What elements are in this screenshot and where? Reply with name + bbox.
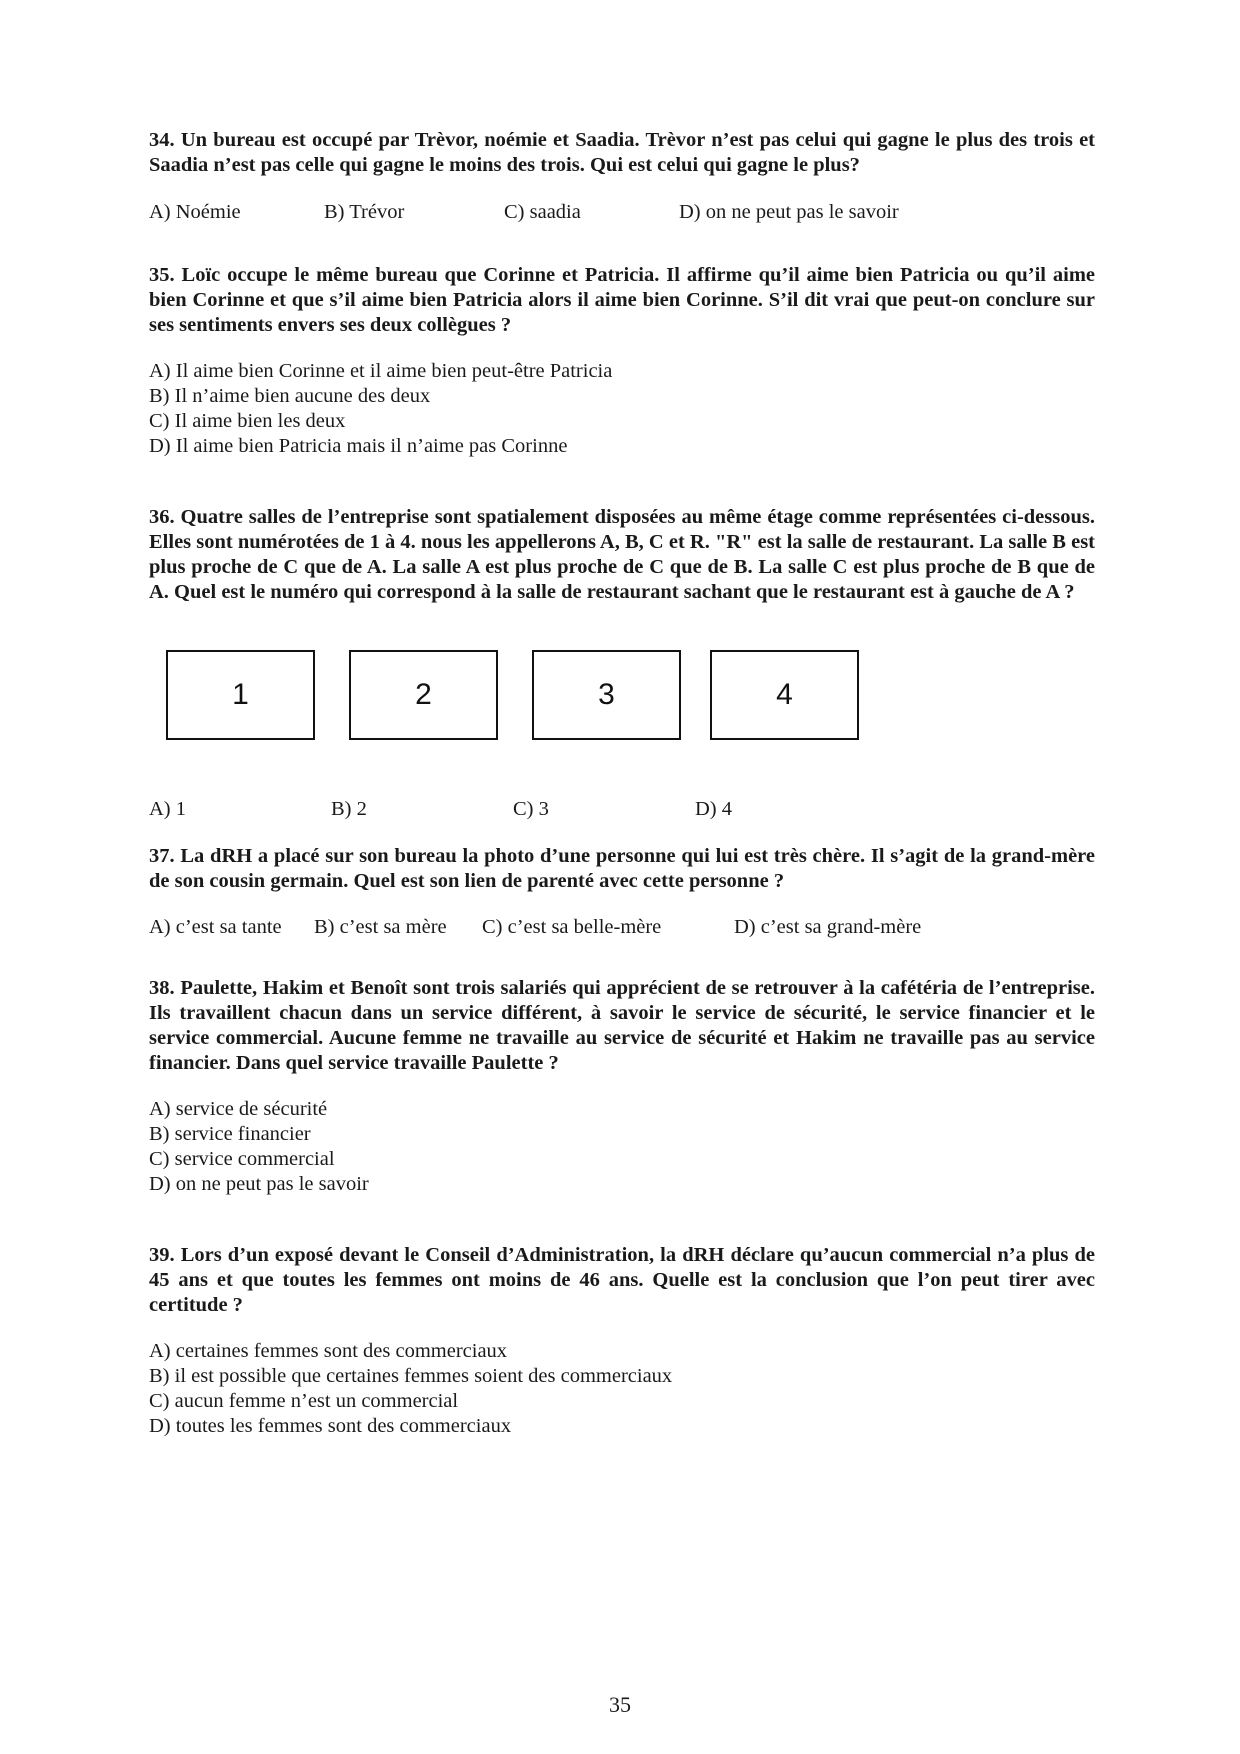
question-34-options bbox=[149, 199, 1095, 225]
option-d: D) toutes les femmes sont des commerciaux bbox=[149, 1415, 512, 1437]
option-a: A) Noémie bbox=[149, 201, 241, 223]
option-c: C) service commercial bbox=[149, 1148, 335, 1170]
option-c: C) c’est sa belle-mère bbox=[482, 916, 662, 938]
option-c: C) saadia bbox=[504, 201, 581, 223]
room-layout-diagram bbox=[149, 650, 1095, 746]
option-d: D) c’est sa grand-mère bbox=[734, 916, 922, 938]
room-1: 1 bbox=[166, 650, 315, 740]
question-35-options bbox=[149, 359, 1095, 459]
option-a: A) certaines femmes sont des commerciaux bbox=[149, 1340, 508, 1362]
question-38-options bbox=[149, 1097, 1095, 1197]
option-b: B) Trévor bbox=[324, 201, 405, 223]
room-3: 3 bbox=[532, 650, 681, 740]
option-a: A) service de sécurité bbox=[149, 1098, 328, 1120]
page-number: 35 bbox=[609, 1692, 631, 1717]
question-34 bbox=[149, 128, 1095, 225]
option-d: D) Il aime bien Patricia mais il n’aime pas Corinne bbox=[149, 435, 568, 457]
question-35 bbox=[149, 263, 1095, 459]
option-a: A) Il aime bien Corinne et il aime bien peut-être Patricia bbox=[149, 360, 613, 382]
question-35-text: 35. Loïc occupe le même bureau que Corinne et Patricia. Il affirme qu’il aime bien Patricia ou qu’il aime bien Corinne et que s’il aime bien Patricia alors il aime bien Corinne. S’il dit vrai que peut-on conclure sur ses sentiments envers ses deux collègues ? bbox=[149, 264, 1095, 336]
option-b: B) 2 bbox=[331, 798, 367, 820]
question-36-options bbox=[149, 796, 1095, 822]
option-b: B) Il n’aime bien aucune des deux bbox=[149, 385, 431, 407]
option-b: B) il est possible que certaines femmes soient des commerciaux bbox=[149, 1365, 673, 1387]
option-c: C) aucun femme n’est un commercial bbox=[149, 1390, 459, 1412]
option-d: D) on ne peut pas le savoir bbox=[679, 201, 899, 223]
option-b: B) service financier bbox=[149, 1123, 311, 1145]
question-39 bbox=[149, 1243, 1095, 1439]
room-2: 2 bbox=[349, 650, 498, 740]
option-b: B) c’est sa mère bbox=[314, 916, 447, 938]
option-c: C) Il aime bien les deux bbox=[149, 410, 346, 432]
question-36-text: 36. Quatre salles de l’entreprise sont spatialement disposées au même étage comme représentées ci-dessous. Elles sont numérotées de 1 à 4. nous les appellerons A, B, C et R. "R" est la salle de restaurant. La salle B est plus proche de C que de A. La salle A est plus proche de C que de B. La salle C est plus proche de B que de A. Quel est le numéro qui correspond à la salle de restaurant sachant que le restaurant est à gauche de A ? bbox=[149, 506, 1095, 603]
question-38 bbox=[149, 976, 1095, 1197]
question-36 bbox=[149, 505, 1095, 822]
document-page bbox=[149, 128, 1095, 1439]
question-39-options bbox=[149, 1339, 1095, 1439]
option-d: D) on ne peut pas le savoir bbox=[149, 1173, 369, 1195]
question-38-text: 38. Paulette, Hakim et Benoît sont trois salariés qui apprécient de se retrouver à la cafétéria de l’entreprise. Ils travaillent chacun dans un service différent, à savoir le service de sécurité, le service financier et le service commercial. Aucune femme ne travaille au service de sécurité et Hakim ne travaille pas au service financier. Dans quel service travaille Paulette ? bbox=[149, 977, 1095, 1074]
option-c: C) 3 bbox=[513, 798, 549, 820]
question-37-options bbox=[149, 914, 1095, 940]
question-37-text: 37. La dRH a placé sur son bureau la photo d’une personne qui lui est très chère. Il s’agit de la grand-mère de son cousin germain. Quel est son lien de parenté avec cette personne ? bbox=[149, 845, 1095, 892]
question-34-text: 34. Un bureau est occupé par Trèvor, noémie et Saadia. Trèvor n’est pas celui qui gagne le plus des trois et Saadia n’est pas celle qui gagne le moins des trois. Qui est celui qui gagne le plus? bbox=[149, 129, 1095, 176]
question-39-text: 39. Lors d’un exposé devant le Conseil d’Administration, la dRH déclare qu’aucun commercial n’a plus de 45 ans et que toutes les femmes ont moins de 46 ans. Quelle est la conclusion que l’on peut tirer avec certitude ? bbox=[149, 1244, 1095, 1316]
option-a: A) 1 bbox=[149, 798, 187, 820]
option-a: A) c’est sa tante bbox=[149, 916, 282, 938]
room-4: 4 bbox=[710, 650, 859, 740]
question-37 bbox=[149, 844, 1095, 940]
option-d: D) 4 bbox=[695, 798, 733, 820]
